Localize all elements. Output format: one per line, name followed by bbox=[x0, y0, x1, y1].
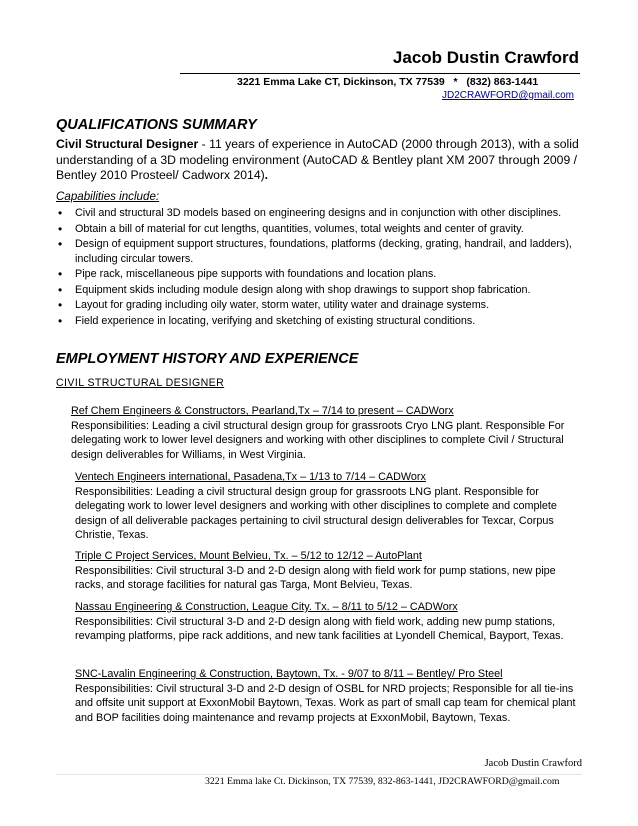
list-item: • Design of equipment support structures, foundations, platforms (decking, grating, handrail, and ladders), including circular towers. bbox=[58, 237, 572, 265]
job-description: Responsibilities: Civil structural 3-D and 2-D design along with field work for pump stations, new pipe racks, and storage facilities for natural gas Targa, Mont Belvieu, Texas. bbox=[75, 564, 556, 591]
list-item: • Civil and structural 3D models based on engineering designs and in conjunction with other disciplines. bbox=[58, 206, 562, 220]
job-description: Responsibilities: Civil structural 3-D and 2-D design along with field work, adding new pump stations, revamping platforms, pipe rack additions, and new tank facilities at Lyondell Chemical, Bayport, Texas. bbox=[75, 615, 564, 642]
list-item: • Obtain a bill of material for cut lengths, quantities, volumes, total weights and center of gravity. bbox=[58, 221, 524, 236]
bullet-icon: • bbox=[58, 298, 63, 312]
capabilities-label: Capabilities include: bbox=[56, 190, 160, 203]
footer-name: Jacob Dustin Crawford bbox=[484, 758, 582, 769]
capabilities-list bbox=[56, 206, 586, 329]
bullet-icon: • bbox=[58, 237, 63, 251]
list-item: • Layout for grading including oily water, storm water, utility water and drainage systems. bbox=[58, 298, 490, 312]
job-title: Nassau Engineering & Construction, League City. Tx. – 8/11 to 5/12 – CADWorx bbox=[75, 601, 458, 613]
summary-text: - 11 years of experience in AutoCAD (2000 through 2013), with a solid understanding of a 3D modeling environment (AutoCAD & Bentley plant XM 2007 through 2009 / Bentley 2010 Prosteel/ Cadworx 2014) bbox=[56, 137, 579, 182]
job-entry bbox=[71, 404, 583, 462]
bullet-icon: • bbox=[58, 206, 63, 220]
job-entry bbox=[75, 667, 583, 725]
resume-name: Jacob Dustin Crawford bbox=[392, 48, 579, 67]
job-role: CIVIL STRUCTURAL DESIGNER bbox=[56, 377, 225, 389]
job-entry bbox=[75, 470, 583, 543]
list-item: • Pipe rack, miscellaneous pipe supports with foundations and location plans. bbox=[58, 267, 437, 281]
qualifications-heading: QUALIFICATIONS SUMMARY bbox=[56, 117, 257, 133]
email-link[interactable]: JD2CRAWFORD@gmail.com bbox=[441, 90, 574, 101]
list-item: • Field experience in locating, verifying and sketching of existing structural conditions. bbox=[58, 313, 476, 328]
summary-paragraph bbox=[56, 137, 586, 184]
list-item: • Equipment skids including module design along with shop drawings to support shop fabrication. bbox=[58, 282, 531, 297]
job-title: Ventech Engineers international, Pasadena,Tx – 1/13 to 7/14 – CADWorx bbox=[75, 471, 426, 483]
job-entry bbox=[75, 549, 583, 593]
header-divider bbox=[180, 73, 580, 74]
bullet-icon: • bbox=[58, 313, 63, 328]
contact-line: 3221 Emma Lake CT, Dickinson, TX 77539 * (832) 863-1441 bbox=[237, 76, 539, 88]
job-description: Responsibilities: Leading a civil structural design group for grassroots LNG plant. Responsible for delegating work to lower level designers and working with other disciplines to complete and complete design of all deliverable packages pertaining to civil structural design deliverables for Texcar, Corpus Christie, Texas. bbox=[75, 485, 557, 541]
job-entry bbox=[75, 600, 583, 644]
job-title: Ref Chem Engineers & Constructors, Pearland,Tx – 7/14 to present – CADWorx bbox=[71, 405, 454, 417]
summary-role: Civil Structural Designer bbox=[56, 137, 199, 151]
job-description: Responsibilities: Leading a civil structural design group for grassroots Cryo LNG plant. Responsible For delegating work to lower level designers and working with other disciplines to complete Civil / Structural design deliverables for Williams, in West Virginia. bbox=[71, 419, 565, 461]
job-title: Triple C Project Services, Mount Belvieu, Tx. – 5/12 to 12/12 – AutoPlant bbox=[75, 550, 422, 562]
job-description: Responsibilities: Civil structural 3-D and 2-D design of OSBL for NRD projects; Responsible for all tie-ins and offsite unit support at ExxonMobil Baytown, Texas. Work as part of small cap team for chemical plant and BOP facilities doing maintenance and revamp projects at ExxonMobil, Baytown, Texas. bbox=[75, 682, 576, 724]
bullet-icon: • bbox=[58, 267, 63, 281]
employment-heading: EMPLOYMENT HISTORY AND EXPERIENCE bbox=[56, 351, 359, 367]
bullet-icon: • bbox=[58, 282, 63, 297]
footer-divider bbox=[56, 774, 582, 775]
footer-contact: 3221 Emma lake Ct. Dickinson, TX 77539, 832-863-1441, JD2CRAWFORD@gmail.com bbox=[205, 776, 560, 787]
job-title: SNC-Lavalin Engineering & Construction, Baytown, Tx. - 9/07 to 8/11 – Bentley/ Pro Steel bbox=[75, 668, 503, 680]
bullet-icon: • bbox=[58, 221, 63, 236]
summary-end: . bbox=[264, 168, 269, 182]
